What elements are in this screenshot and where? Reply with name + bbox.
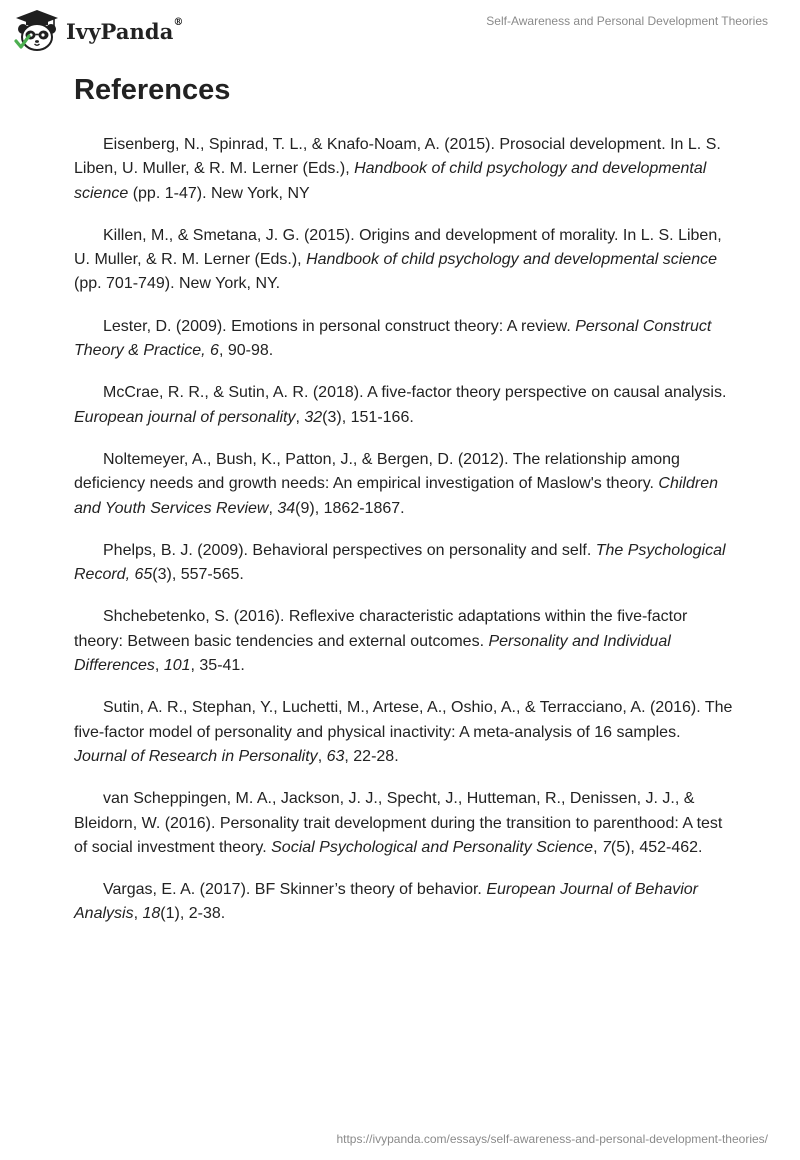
- reference-details: (pp. 701-749). New York, NY.: [74, 275, 281, 293]
- brand-name: [66, 16, 184, 44]
- reference-volume: 63: [326, 747, 345, 765]
- reference-details: , 22-28.: [344, 747, 399, 765]
- reference-text: Vargas, E. A. (2017). BF Skinner’s theory of behavior.: [103, 881, 487, 899]
- reference-text: Shchebetenko, S. (2016). Reflexive characteristic adaptations within the five-factor theory: Between basic tendencies and external outcomes.: [74, 608, 688, 650]
- reference-text: van Scheppingen, M. A., Jackson, J. J., Specht, J., Hutteman, R., Denissen, J. J., & Bleidorn, W. (2016). Personality trait development during the transition to parenthood: A test of social investment theory.: [74, 790, 723, 856]
- reference-source-title: Handbook of child psychology and developmental science: [74, 160, 707, 202]
- reference-details: (pp. 1-47). New York, NY: [128, 184, 310, 202]
- reference-source-title: European journal of personality: [74, 408, 296, 426]
- reference-details: (1), 2-38.: [160, 905, 226, 923]
- reference-text: Phelps, B. J. (2009). Behavioral perspectives on personality and self.: [103, 541, 596, 559]
- reference-item: [74, 696, 734, 769]
- reference-item: [74, 539, 734, 588]
- reference-item: [74, 133, 734, 206]
- reference-text: Killen, M., & Smetana, J. G. (2015). Origins and development of morality. In L. S. Liben, U. Muller, & R. M. Lerner (Eds.),: [74, 226, 722, 269]
- reference-text: Lester, D. (2009). Emotions in personal construct theory: A review.: [103, 317, 576, 335]
- reference-item: [74, 315, 734, 364]
- reference-details: , 35-41.: [190, 657, 245, 675]
- reference-details: (3), 557-565.: [152, 566, 244, 584]
- page-title: References: [74, 74, 231, 106]
- reference-volume: 32: [304, 408, 323, 426]
- reference-source-title: Handbook of child psychology and developmental science: [306, 251, 717, 269]
- reference-item: [74, 787, 734, 860]
- reference-text: Noltemeyer, A., Bush, K., Patton, J., & Bergen, D. (2012). The relationship among deficiency needs and growth needs: An empirical investigation of Maslow's theory.: [74, 450, 680, 493]
- reference-details: , 90-98.: [218, 342, 274, 360]
- reference-separator: ,: [133, 905, 143, 923]
- reference-source-title: Children and Youth Services Review: [74, 475, 718, 517]
- reference-separator: ,: [593, 838, 602, 856]
- reference-details: (5), 452-462.: [610, 838, 703, 856]
- reference-volume: 34: [277, 499, 296, 517]
- reference-source-title: Social Psychological and Personality Science: [271, 838, 594, 856]
- reference-details: (9), 1862-1867.: [295, 499, 405, 517]
- reference-text: Eisenberg, N., Spinrad, T. L., & Knafo-Noam, A. (2015). Prosocial development. In L. S. Liben, U. Muller, & R. M. Lerner (Eds.),: [74, 136, 721, 178]
- reference-separator: ,: [268, 499, 278, 517]
- reference-volume: 18: [142, 905, 161, 923]
- reference-text: McCrae, R. R., & Sutin, A. R. (2018). A five-factor theory perspective on causal analysis.: [103, 384, 727, 402]
- brand-logo[interactable]: [14, 8, 184, 52]
- reference-source-title: Journal of Research in Personality: [74, 747, 318, 765]
- reference-source-title: Personality and Individual Differences: [74, 632, 671, 675]
- reference-item: [74, 224, 734, 297]
- brand-name-text: IvyPanda: [66, 18, 174, 44]
- reference-source-title: The Psychological Record, 65: [74, 541, 726, 584]
- reference-volume: 7: [601, 838, 611, 856]
- reference-details: (3), 151-166.: [322, 408, 414, 426]
- source-url[interactable]: https://ivypanda.com/essays/self-awareness-and-personal-development-theories/: [336, 1132, 768, 1146]
- reference-item: [74, 448, 734, 521]
- reference-item: [74, 381, 734, 430]
- reference-source-title: Personal Construct Theory & Practice, 6: [74, 317, 712, 360]
- references-list: [74, 133, 734, 945]
- document-title: Self-Awareness and Personal Development Theories: [486, 14, 768, 28]
- reference-separator: ,: [295, 408, 305, 426]
- registered-mark: ®: [173, 16, 184, 28]
- reference-text: Sutin, A. R., Stephan, Y., Luchetti, M., Artese, A., Oshio, A., & Terracciano, A. (2016). The five-factor model of personality and physical inactivity: A meta-analysis of 16 samples.: [74, 699, 733, 741]
- reference-separator: ,: [154, 657, 164, 675]
- page-header: [0, 0, 800, 60]
- reference-source-title: European Journal of Behavior Analysis: [74, 881, 699, 923]
- reference-separator: ,: [317, 747, 327, 765]
- reference-volume: 101: [163, 657, 191, 675]
- reference-item: [74, 605, 734, 678]
- reference-item: [74, 878, 734, 927]
- panda-graduate-icon: [14, 8, 60, 52]
